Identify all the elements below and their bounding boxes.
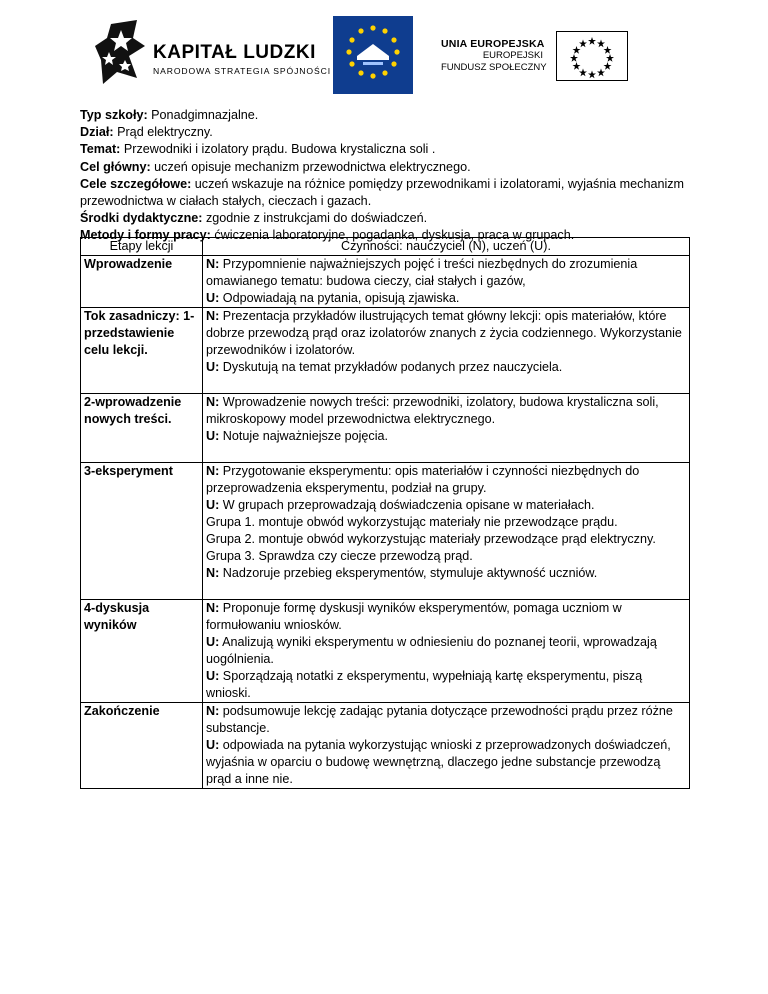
table-row bbox=[81, 463, 690, 600]
line-tag: N: bbox=[206, 309, 220, 323]
detailed-goals-label: Cele szczegółowe: bbox=[80, 176, 192, 191]
line-text: Przypomnienie najważniejszych pojęć i treści niezbędnych do zrozumienia omawianego tematu: budowa cieczy, ciał stałych i gazów, bbox=[206, 257, 638, 288]
line-text: W grupach przeprowadzają doświadczenia opisane w materiałach. bbox=[219, 498, 595, 512]
activity-line bbox=[206, 256, 686, 290]
line-tag: U: bbox=[206, 738, 220, 752]
section bbox=[80, 124, 700, 141]
main-goal bbox=[80, 159, 700, 176]
line-text: Nadzoruje przebieg eksperymentów, stymuluje aktywność uczniów. bbox=[219, 566, 598, 580]
main-goal-value: uczeń opisuje mechanizm przewodnictwa elektrycznego. bbox=[150, 159, 471, 174]
line-tag: N: bbox=[206, 464, 220, 478]
detailed-goals-value: uczeń wskazuje na różnice pomiędzy przewodnikami i izolatorami, wyjaśnia mechanizm przewodnictwa w ciałach stałych, cieczach i gazach. bbox=[80, 176, 685, 209]
activity-cell bbox=[203, 703, 690, 789]
kapital-ludzki-logo-icon bbox=[93, 16, 153, 88]
eu-title: UNIA EUROPEJSKA bbox=[441, 38, 545, 50]
line-tag: U: bbox=[206, 291, 220, 305]
eu-flag-icon bbox=[556, 31, 628, 81]
eu-fund-line1: EUROPEJSKI bbox=[482, 50, 543, 61]
school-type-label: Typ szkoły: bbox=[80, 108, 148, 122]
activity-line bbox=[206, 290, 686, 307]
activity-line bbox=[206, 565, 686, 582]
activity-line bbox=[206, 600, 686, 634]
table-row bbox=[81, 600, 690, 703]
table-row bbox=[81, 308, 690, 394]
teaching-means-label: Środki dydaktyczne: bbox=[80, 211, 203, 226]
line-text: Grupa 1. montuje obwód wykorzystując materiały nie przewodzące prądu. bbox=[206, 515, 618, 529]
stage-cell: 3-eksperyment bbox=[81, 463, 203, 600]
activity-line bbox=[206, 668, 686, 702]
methods-value: ćwiczenia laboratoryjne, pogadanka, dyskusja, praca w grupach. bbox=[210, 228, 575, 243]
line-tag: U: bbox=[206, 669, 220, 683]
line-tag: U: bbox=[206, 498, 220, 512]
line-text: odpowiada na pytania wykorzystując wnioski z przeprowadzonych doświadczeń, wyjaśnia w oparciu o budowę wewnętrzną, dlaczego jedne substancje przewodzą prąd a inne nie. bbox=[206, 738, 671, 786]
school-type-value: Ponadgimnazjalne. bbox=[147, 108, 259, 122]
main-goal-label: Cel główny: bbox=[80, 159, 151, 174]
table-row bbox=[81, 256, 690, 308]
activity-cell bbox=[203, 308, 690, 394]
logo-title: KAPITAŁ LUDZKI bbox=[153, 42, 316, 63]
line-tag: N: bbox=[206, 257, 220, 271]
logo-subtitle: NARODOWA STRATEGIA SPÓJNOŚCI bbox=[153, 66, 331, 76]
line-tag: N: bbox=[206, 601, 220, 615]
line-text: Wprowadzenie nowych treści: przewodniki, izolatory, budowa krystaliczna soli, mikroskopowy model przewodnictwa elektrycznego. bbox=[206, 395, 659, 426]
stage-cell: Tok zasadniczy: 1-przedstawienie celu lekcji. bbox=[81, 308, 203, 394]
activity-line bbox=[206, 308, 686, 359]
table-row bbox=[81, 703, 690, 789]
section-label: Dział: bbox=[80, 125, 114, 140]
topic bbox=[80, 141, 700, 158]
activity-line bbox=[206, 531, 686, 548]
activity-cell bbox=[203, 394, 690, 463]
detailed-goals bbox=[80, 176, 700, 210]
section-value: Prąd elektryczny. bbox=[113, 125, 213, 140]
teaching-means bbox=[80, 210, 700, 227]
activity-line bbox=[206, 548, 686, 565]
column-header-stage: Etapy lekcji bbox=[81, 238, 203, 256]
line-text: Sporządzają notatki z eksperymentu, wypełniają kartę eksperymentu, piszą wnioski. bbox=[206, 669, 643, 700]
page-header bbox=[0, 0, 768, 100]
topic-value: Przewodniki i izolatory prądu. Budowa krystaliczna soli . bbox=[120, 142, 436, 157]
activity-cell bbox=[203, 463, 690, 600]
line-tag: N: bbox=[206, 395, 220, 409]
line-text: Przygotowanie eksperymentu: opis materiałów i czynności niezbędnych do przeprowadzenia eksperymentu, podział na grupy. bbox=[206, 464, 640, 495]
line-tag: U: bbox=[206, 635, 220, 649]
activity-line bbox=[206, 703, 686, 737]
eu-stars-icon bbox=[333, 16, 413, 94]
line-tag: U: bbox=[206, 360, 220, 374]
table-header-row bbox=[81, 238, 690, 256]
activity-cell bbox=[203, 600, 690, 703]
line-text: Prezentacja przykładów ilustrujących temat główny lekcji: opis materiałów, które dobrze przewodzą prąd oraz izolatorów znanych z życia codziennego. Wykorzystanie przewodników i izolatorów. bbox=[206, 309, 682, 357]
activity-line bbox=[206, 514, 686, 531]
line-text: Notuje najważniejsze pojęcia. bbox=[219, 429, 389, 443]
activity-line bbox=[206, 497, 686, 514]
eu-fund-line2: FUNDUSZ SPOŁECZNY bbox=[441, 62, 547, 73]
activity-line bbox=[206, 737, 686, 788]
lesson-metadata bbox=[80, 107, 700, 245]
stage-cell: 4-dyskusja wyników bbox=[81, 600, 203, 703]
eu-emblem-square bbox=[333, 16, 413, 94]
activity-line bbox=[206, 359, 686, 376]
table-row bbox=[81, 394, 690, 463]
line-text: Analizują wyniki eksperymentu w odniesieniu do poznanej teorii, wprowadzają uogólnienia. bbox=[206, 635, 657, 666]
line-text: Grupa 2. montuje obwód wykorzystując materiały przewodzące prąd elektryczny. bbox=[206, 532, 656, 546]
line-tag: N: bbox=[206, 704, 220, 718]
eu-text-block bbox=[441, 38, 547, 74]
methods-label: Metody i formy pracy: bbox=[80, 228, 211, 243]
activity-line bbox=[206, 428, 686, 445]
line-text: Odpowiadają na pytania, opisują zjawiska. bbox=[219, 291, 460, 305]
line-text: podsumowuje lekcję zadając pytania dotyczące przewodności prądu przez różne substancje. bbox=[206, 704, 673, 735]
lesson-plan-table bbox=[80, 237, 690, 789]
line-text: Grupa 3. Sprawdza czy ciecze przewodzą prąd. bbox=[206, 549, 473, 563]
line-tag: U: bbox=[206, 429, 220, 443]
activity-line bbox=[206, 634, 686, 668]
activity-line bbox=[206, 463, 686, 497]
stage-cell: Zakończenie bbox=[81, 703, 203, 789]
line-text: Proponuje formę dyskusji wyników eksperymentów, pomaga uczniom w formułowaniu wniosków. bbox=[206, 601, 622, 632]
activity-cell bbox=[203, 256, 690, 308]
stage-cell: 2-wprowadzenie nowych treści. bbox=[81, 394, 203, 463]
activity-line bbox=[206, 394, 686, 428]
line-text: Dyskutują na temat przykładów podanych przez nauczyciela. bbox=[219, 360, 563, 374]
school-type bbox=[80, 107, 700, 124]
line-tag: N: bbox=[206, 566, 220, 580]
column-header-activity: Czynności: nauczyciel (N), uczeń (U). bbox=[203, 238, 690, 256]
topic-label: Temat: bbox=[80, 142, 121, 157]
stage-cell: Wprowadzenie bbox=[81, 256, 203, 308]
teaching-means-value: zgodnie z instrukcjami do doświadczeń. bbox=[202, 211, 428, 226]
